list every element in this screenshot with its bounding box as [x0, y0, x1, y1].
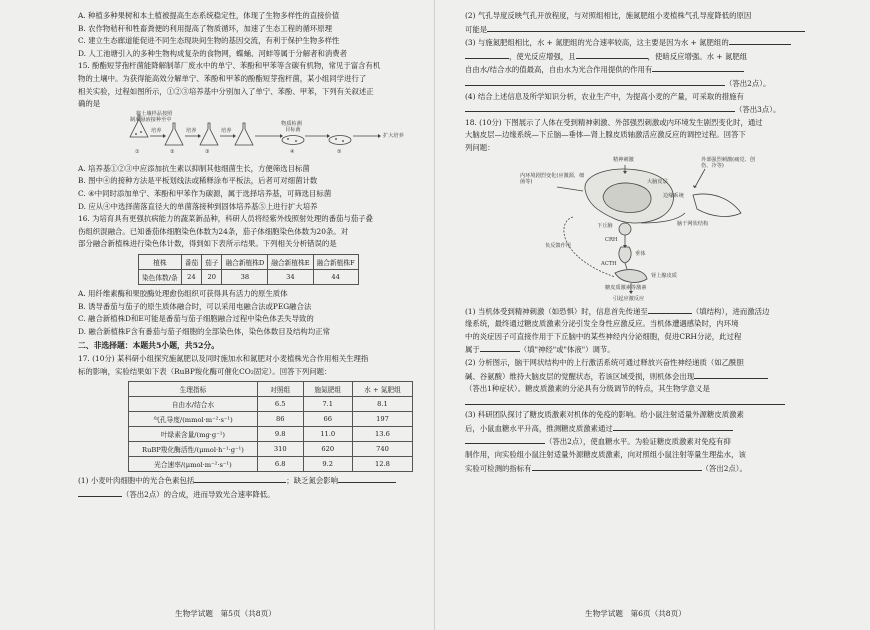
q18-sub2-text: （答出1种症状）。糖皮质激素的分泌具有分级调节的特点，其生物学意义是 [465, 384, 710, 394]
q18-sub2-cont [465, 383, 830, 396]
q18-sub3: (3) 科研团队探讨了糖皮质激素对机体的免疫的影响。给小鼠注射适量外源糖皮质激素 [465, 410, 744, 420]
q18-figure [465, 157, 830, 305]
q18-stem-line: 大脑皮层—边缘系统—下丘脑—垂体—肾上腺皮质轴激活应激反应的调控过程。回答下 [465, 130, 746, 140]
table-cell: 13.6 [352, 427, 412, 442]
table-cell: 6.8 [257, 457, 303, 472]
fig18-label: CRH [605, 236, 618, 243]
table-cell: 86 [257, 412, 303, 427]
fig15-check-label: 目标菌 [285, 126, 301, 133]
q18-sub1 [465, 305, 830, 319]
fig18-label: 边缘系统 [663, 192, 684, 199]
q15-option-b: B. 图中④的接种方法是平板划线法或稀释涂布平板法，后者可对细菌计数 [78, 176, 318, 186]
q17-sub3-text: ，使光反应增强，且 [509, 51, 576, 61]
q18-sub2-cont [465, 370, 830, 384]
q15-option-a: A. 培养基①②③中应添加抗生素以抑制其他细菌生长，方便筛选目标菌 [78, 163, 310, 173]
q17-sub3-text: （答出2点）。 [725, 78, 771, 88]
fig18-label: 负反馈作用 [545, 242, 571, 249]
q17-stem-line: 标的影响，实验结果如下表（RuBP羧化酶可催化CO₂固定）。回答下列问题： [78, 366, 332, 376]
table-cell: 7.1 [303, 397, 352, 412]
arrow-icon [695, 169, 705, 187]
table-row [129, 427, 413, 442]
q14-option-b: B. 农作物秸秆和牲畜粪便的利用提高了物质循环，加速了生态工程的循环原理 [78, 23, 333, 33]
q16-option-b: B. 诱导番茄与茄子的原生质体融合时，可以采用电融合法或PEG融合法 [78, 301, 312, 311]
table-row [129, 412, 413, 427]
fig18-label: 引起应激反应 [613, 295, 645, 302]
q16-stem-line: 部分融合新植株进行染色体计数，得到如下表所示结果。下列相关分析错误的是 [78, 239, 337, 249]
culture-process-diagram [78, 111, 413, 163]
q16-stem-line: 伤组织混融合。已知番茄体细胞染色体数为24条，茄子体细胞染色体数为20条。对 [78, 226, 349, 236]
fig15-number: ⑤ [337, 148, 342, 155]
q17-sub2: (2) 气孔导度反映气孔开放程度，与对照组相比，施氮肥组小麦植株气孔导度降低的原因 [465, 11, 752, 20]
q18-sub1-cont [465, 343, 830, 357]
q17-sub3-text: 自由水/结合水的值最高，自由水为光合作用提供的作用有 [465, 65, 653, 75]
table-cell: 197 [352, 412, 412, 427]
fig18-label: 糖皮质激素等激素 [605, 284, 647, 291]
q17-stem-line: 17. (10分) 某科研小组探究施氮肥以及同时施加水和氮肥对小麦植株光合作用相关生理指 [78, 354, 369, 364]
q16-table [138, 254, 359, 285]
table-header: 番茄 [181, 254, 201, 269]
answer-blank[interactable] [480, 343, 520, 352]
table-cell: 染色体数/条 [139, 269, 182, 284]
q17-table [128, 381, 413, 472]
answer-blank[interactable] [465, 77, 725, 86]
q17-sub2-text: 可能是 [465, 24, 488, 34]
q17-sub3 [465, 36, 830, 50]
q18-sub1-cont: 中的炎症因子可直接作用于下丘脑中的某些神经内分泌细胞，促进CRH分泌，此过程 [465, 331, 742, 341]
table-cell: 620 [303, 442, 352, 457]
q14-option-a: A. 种植多种果树和本土植被提高生态系统稳定性，体现了生物多样性的直接价值 [78, 11, 340, 20]
q15-stem-line: 物的土壤中。为获得能高效分解单宁、苯酚和甲苯的酚酯短芽孢杆菌，某小组同学进行了 [78, 73, 367, 83]
q16-stem-line: 16. 为培育具有更强抗病能力的蔬菜新品种，科研人员将经紫外线照射处理的番茄与茄子叠 [78, 214, 373, 224]
fig15-step-label: 培养 [151, 127, 162, 134]
arrow-icon [625, 263, 627, 269]
q18-sub1-text: （填结构），进而激活边 [691, 306, 770, 316]
q14-option-d: D. 人工池塘引入的多种生物构成复杂的食物网，蝶蛹、河蚌等属于分解者和消费者 [78, 48, 348, 58]
answer-blank[interactable] [652, 63, 744, 72]
q16-option-c: C. 融合新植株D和E可能是番茄与茄子细胞融合过程中染色体丢失导致的 [78, 314, 314, 324]
q17-sub3-cont [465, 77, 830, 91]
fig15-step-label: 培养 [221, 127, 232, 134]
q18-stem-line: 列问题： [465, 142, 495, 152]
fig15-check-label: 物质检测 [281, 120, 302, 127]
table-cell: 66 [303, 412, 352, 427]
q18-sub3-text: （答出2点），使血糖水平。为验证糖皮质激素对免疫有抑 [545, 437, 731, 447]
flask-2-icon [165, 123, 183, 145]
q15-option-c: C. ④中同时添加单宁、苯酚和甲苯作为碳源，属于选择培养基，可筛选目标菌 [78, 188, 332, 198]
answer-blank[interactable] [338, 474, 396, 483]
fig15-end-label: 扩大培养 [383, 132, 404, 139]
fig15-step-label: 培养 [186, 127, 197, 134]
answer-blank[interactable] [194, 474, 286, 483]
q17-sub3-text: ，使暗反应增强。水 + 氮肥组 [647, 51, 748, 61]
table-cell: 8.1 [352, 397, 412, 412]
q18-sub1-text: (1) 当机体受到精神刺激（如恐惧）时，信息首先传递至 [465, 306, 648, 316]
table-header: 茄子 [202, 254, 222, 269]
q17-sub2-cont [465, 23, 830, 37]
exam-page-6 [435, 0, 870, 630]
fig15-number: ① [135, 148, 140, 155]
table-cell: 自由水/结合水 [129, 397, 258, 412]
pituitary-shape [619, 247, 631, 263]
q17-sub3-cont [465, 63, 830, 77]
fig18-label: 下丘脑 [597, 222, 613, 229]
fig18-label: ACTH [601, 260, 617, 267]
q18-sub1-text: 属于 [465, 345, 480, 355]
table-cell: 740 [352, 442, 412, 457]
fig18-label: 垂体 [635, 250, 646, 257]
petri-dish-icon [282, 135, 304, 144]
table-cell: 24 [181, 269, 201, 284]
q16-option-d: D. 融合新植株F含有番茄与茄子细胞的全部染色体，染色体数目及结构均正常 [78, 326, 330, 336]
table-cell: 9.2 [303, 457, 352, 472]
table-row [129, 442, 413, 457]
q17-sub4-cont [465, 103, 830, 117]
table-header: 生理指标 [129, 382, 258, 397]
q18-sub3-text: 后，小鼠血糖水平升高，推测糖皮质激素通过 [465, 423, 613, 433]
right-top-block [465, 10, 830, 475]
table-header-row [139, 254, 359, 269]
answer-blank[interactable] [465, 435, 545, 444]
q15-stem-line: 相关实验，过程如图所示，①②③培养基中分别加入了单宁、苯酚、甲苯，下列有关叙述正 [78, 86, 374, 96]
q18-sub3-cont [465, 422, 830, 436]
table-cell: 叶绿素含量/(mg·g⁻¹) [129, 427, 258, 442]
answer-blank[interactable] [532, 462, 702, 471]
table-header: 融合新植株F [313, 254, 358, 269]
q17-sub1-cont [78, 488, 413, 502]
flask-3-icon [200, 123, 218, 145]
q18-sub3-cont [465, 462, 830, 476]
fig15-number: ③ [205, 148, 210, 155]
table-header-row [129, 382, 413, 397]
q18-sub3-text: （答出2点）。 [701, 463, 747, 473]
q18-stem-line: 18. (10分) 下图展示了人体在受到精神刺激、外部强烈刺激或内环境发生剧烈变化时，通过 [465, 117, 763, 127]
table-cell: 34 [268, 269, 313, 284]
answer-blank[interactable] [729, 36, 791, 45]
q14-option-c: C. 建立生态廊道能促进不同生态现块间生物的基因交流，有利于保护生物多样性 [78, 36, 340, 46]
q16-option-a: A. 用纤维素酶和果胶酶处理愈伤组织可获得具有活力的原生质体 [78, 288, 288, 298]
fig18-label: 外部强烈刺激(痛觉、创伤、冷等) [701, 156, 755, 169]
hypothalamus-shape [619, 223, 631, 235]
answer-blank[interactable] [487, 23, 805, 32]
answer-blank[interactable] [465, 396, 785, 405]
answer-blank[interactable] [78, 488, 122, 497]
q17-sub4: (4) 结合上述信息及所学知识分析，农业生产中，为提高小麦的产量，可采取的措施有 [465, 91, 744, 101]
q17-sub1-text: ；缺乏氮会影响 [286, 476, 339, 486]
fig18-label: 精神刺激 [613, 156, 634, 163]
limbic-system-shape [603, 182, 651, 212]
table-header: 对照组 [257, 382, 303, 397]
answer-blank[interactable] [576, 50, 648, 59]
q15-stem-line: 确的是 [78, 99, 101, 109]
q17-sub4-text: （答出3点）。 [735, 105, 781, 115]
table-header: 植株 [139, 254, 182, 269]
table-cell: 11.0 [303, 427, 352, 442]
table-cell: 气孔导度/(mmol·m⁻²·s⁻¹) [129, 412, 258, 427]
q18-sub2-text: 碱、谷氨酸）维持大脑皮层的觉醒状态，若该区域受损，则机体会出现 [465, 371, 695, 381]
fig15-number: ④ [290, 148, 295, 155]
table-header: 融合新植株E [268, 254, 313, 269]
q17-sub3-cont [465, 50, 830, 64]
q18-sub3-cont: 制作用，向实验组小鼠注射适量外源糖皮质激素，向对照组小鼠注射等量生理盐水，该 [465, 450, 746, 460]
q18-sub2-cont [465, 396, 830, 410]
answer-blank[interactable] [465, 50, 509, 59]
fig15-top-label: 制成悬液接种至中 [130, 116, 172, 123]
q18-sub3-cont [465, 435, 830, 449]
q18-sub3-text: 实验可检测的指标有 [465, 463, 532, 473]
section-heading: 二、非选择题：本题共5小题，共52分。 [78, 341, 220, 351]
brainstem-shape [693, 194, 741, 217]
q17-sub1-text: (1) 小麦叶肉细胞中的光合色素包括 [78, 476, 195, 486]
fig18-label: 大脑皮层 [647, 178, 668, 185]
adrenal-shape [615, 269, 647, 282]
q15-figure [78, 111, 413, 163]
table-row [129, 397, 413, 412]
table-cell: 38 [222, 269, 268, 284]
q17-sub3-text: (3) 与施氮肥组相比，水 + 氮肥组的光合速率较高，这主要是因为水 + 氮肥组的 [465, 38, 729, 48]
fig15-top-label: 将土壤样品按照 [136, 110, 173, 117]
table-row [129, 457, 413, 472]
table-cell: 12.8 [352, 457, 412, 472]
fig18-label: 内环境剧烈变化(应激源，细菌等) [520, 172, 585, 185]
q18-sub2: (2) 分析图示，脑干网状结构中的上行激活系统可通过释放兴奋性神经递质（如乙酰胆 [465, 357, 744, 367]
q15-stem-line: 15. 酚酯短芽孢杆菌能降解制革厂废水中的单宁、苯酚和甲苯等含碳有机物，常见于富含有机 [78, 61, 381, 71]
page-footer: 生物学试题 第5页（共8页） [175, 609, 276, 618]
table-cell: 310 [257, 442, 303, 457]
answer-blank[interactable] [613, 422, 733, 431]
table-cell: 44 [313, 269, 358, 284]
table-header: 水 + 氮肥组 [352, 382, 412, 397]
fig18-label: 肾上腺皮质 [651, 272, 677, 279]
fig15-number: ② [170, 148, 175, 155]
table-cell: 光合速率/(μmol·m⁻²·s⁻¹) [129, 457, 258, 472]
q17-sub1-text: （答出2点）的合成，进而导致光合速率降低。 [122, 490, 275, 500]
answer-blank[interactable] [648, 305, 692, 314]
table-cell: 20 [202, 269, 222, 284]
table-header: 施氮肥组 [303, 382, 352, 397]
answer-blank[interactable] [465, 103, 735, 112]
flask-4-icon [235, 123, 253, 145]
q15-option-d: D. 应从④中选择菌落直径大的单菌落接种到固体培养基⑤上进行扩大培养 [78, 201, 318, 211]
table-row [139, 269, 359, 284]
answer-blank[interactable] [694, 370, 768, 379]
q18-sub1-cont: 缘系统，最终通过糖皮质激素分泌引发全身性应激反应。当机体遭遇感染时，内环境 [465, 319, 739, 329]
table-cell: 6.5 [257, 397, 303, 412]
fig18-label: 脑干网状结构 [677, 220, 709, 227]
table-header: 融合新植株D [222, 254, 268, 269]
petri-dish-icon [329, 135, 351, 144]
table-cell: 9.8 [257, 427, 303, 442]
q17-sub1 [78, 474, 413, 488]
arrow-icon [557, 187, 583, 191]
table-cell: RuBP羧化酶活性/(μmol·h⁻¹·g⁻¹) [129, 442, 258, 457]
q18-sub1-text: （填"神经"或"体液"）调节。 [519, 345, 615, 355]
page-footer: 生物学试题 第6页（共8页） [585, 609, 686, 618]
